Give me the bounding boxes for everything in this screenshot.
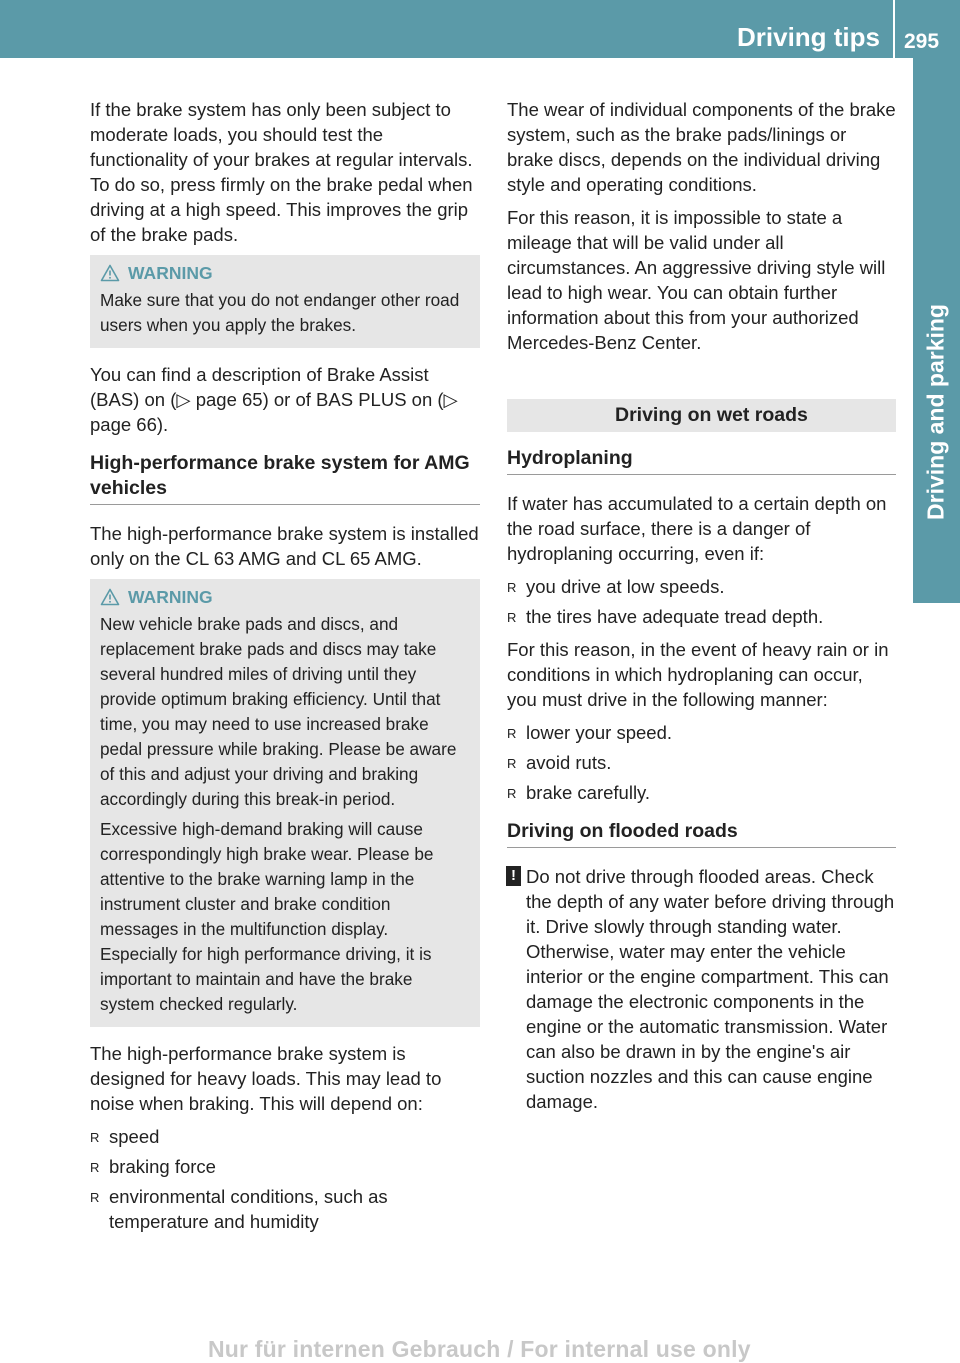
paragraph: You can find a description of Brake Assist (BAS) on (▷ page 65) or of BAS PLUS on (▷ page 66). xyxy=(90,364,458,435)
warning-triangle-icon xyxy=(100,264,120,282)
warning-label: WARNING xyxy=(128,262,213,283)
bullet-list xyxy=(507,574,896,629)
list-item: R brake carefully. xyxy=(507,780,896,805)
bullet-list xyxy=(90,1124,480,1234)
section-heading-wet-roads: Driving on wet roads xyxy=(507,399,896,432)
bullet-list xyxy=(507,720,896,805)
right-column xyxy=(507,97,896,1114)
footer-watermark: Nur für internen Gebrauch / For internal use only xyxy=(208,1336,751,1362)
exclamation-icon: ! xyxy=(506,866,521,886)
paragraph: The high-performance brake system is designed for heavy loads. This may lead to noise when braking. This will depend on: xyxy=(90,1043,442,1114)
section-heading-amg: High-performance brake system for AMG vehicles xyxy=(90,451,480,505)
warning-text: New vehicle brake pads and discs, and replacement brake pads and discs may take several hundred miles of driving until they provide optimum braking efficiency. Until that time, you may need to use increased brake pedal pressure while braking. Please be aware of this and adjust your driving and braking accordingly during this break-in period. xyxy=(100,614,457,809)
list-item: R avoid ruts. xyxy=(507,750,896,775)
page-number: 295 xyxy=(904,30,940,53)
list-item: R braking force xyxy=(90,1154,480,1179)
warning-box xyxy=(90,255,480,348)
list-item: R environmental conditions, such as temperature and humidity xyxy=(90,1184,480,1234)
left-column xyxy=(90,97,480,1242)
subheading-flooded-roads: Driving on flooded roads xyxy=(507,819,896,848)
note-text: Do not drive through flooded areas. Check the depth of any water before driving through it. Drive slowly through standing water. Otherwise, water may enter the vehicle interior or the engine compartment. This can damage the electronic components in the engine or the automatic transmission. Water can also be drawn in by the engine's air suction nozzles and this can cause engine damage. xyxy=(526,866,895,1112)
paragraph: The wear of individual components of the brake system, such as the brake pads/linings or brake discs, depends on the individual driving style and operating conditions. xyxy=(507,99,896,195)
header-divider xyxy=(893,0,895,58)
paragraph: If the brake system has only been subject to moderate loads, you should test the functionality of your brakes at regular intervals. To do so, press firmly on the brake pedal when driving at a high speed. This improves the grip of the brake pads. xyxy=(90,99,473,245)
list-item: R speed xyxy=(90,1124,480,1149)
warning-triangle-icon xyxy=(100,588,120,606)
note-block xyxy=(507,864,896,1114)
paragraph: The high-performance brake system is installed only on the CL 63 AMG and CL 65 AMG. xyxy=(90,523,479,569)
list-item: R you drive at low speeds. xyxy=(507,574,896,599)
paragraph: If water has accumulated to a certain depth on the road surface, there is a danger of hydroplaning occurring, even if: xyxy=(507,493,887,564)
subheading-hydroplaning: Hydroplaning xyxy=(507,446,896,475)
list-item: R lower your speed. xyxy=(507,720,896,745)
paragraph: For this reason, it is impossible to state a mileage that will be valid under all circumstances. An aggressive driving style will lead to high wear. You can obtain further information about this from your authorized Mercedes-Benz Center. xyxy=(507,207,886,353)
list-item: R the tires have adequate tread depth. xyxy=(507,604,896,629)
side-tab-label: Driving and parking xyxy=(922,304,949,520)
warning-text: Excessive high-demand braking will cause correspondingly high brake wear. Please be attentive to the brake warning lamp in the instrument cluster and brake condition messages in the multifunction display. Especially for high performance driving, it is important to maintain and have the brake system checked regularly. xyxy=(100,819,434,1014)
warning-box xyxy=(90,579,480,1027)
warning-label: WARNING xyxy=(128,586,213,607)
warning-text: Make sure that you do not endanger other road users when you apply the brakes. xyxy=(100,290,460,335)
warning-header xyxy=(100,586,470,608)
paragraph: For this reason, in the event of heavy rain or in conditions in which hydroplaning can occur, you must drive in the following manner: xyxy=(507,639,889,710)
section-title: Driving tips xyxy=(736,22,880,52)
warning-header xyxy=(100,262,470,284)
